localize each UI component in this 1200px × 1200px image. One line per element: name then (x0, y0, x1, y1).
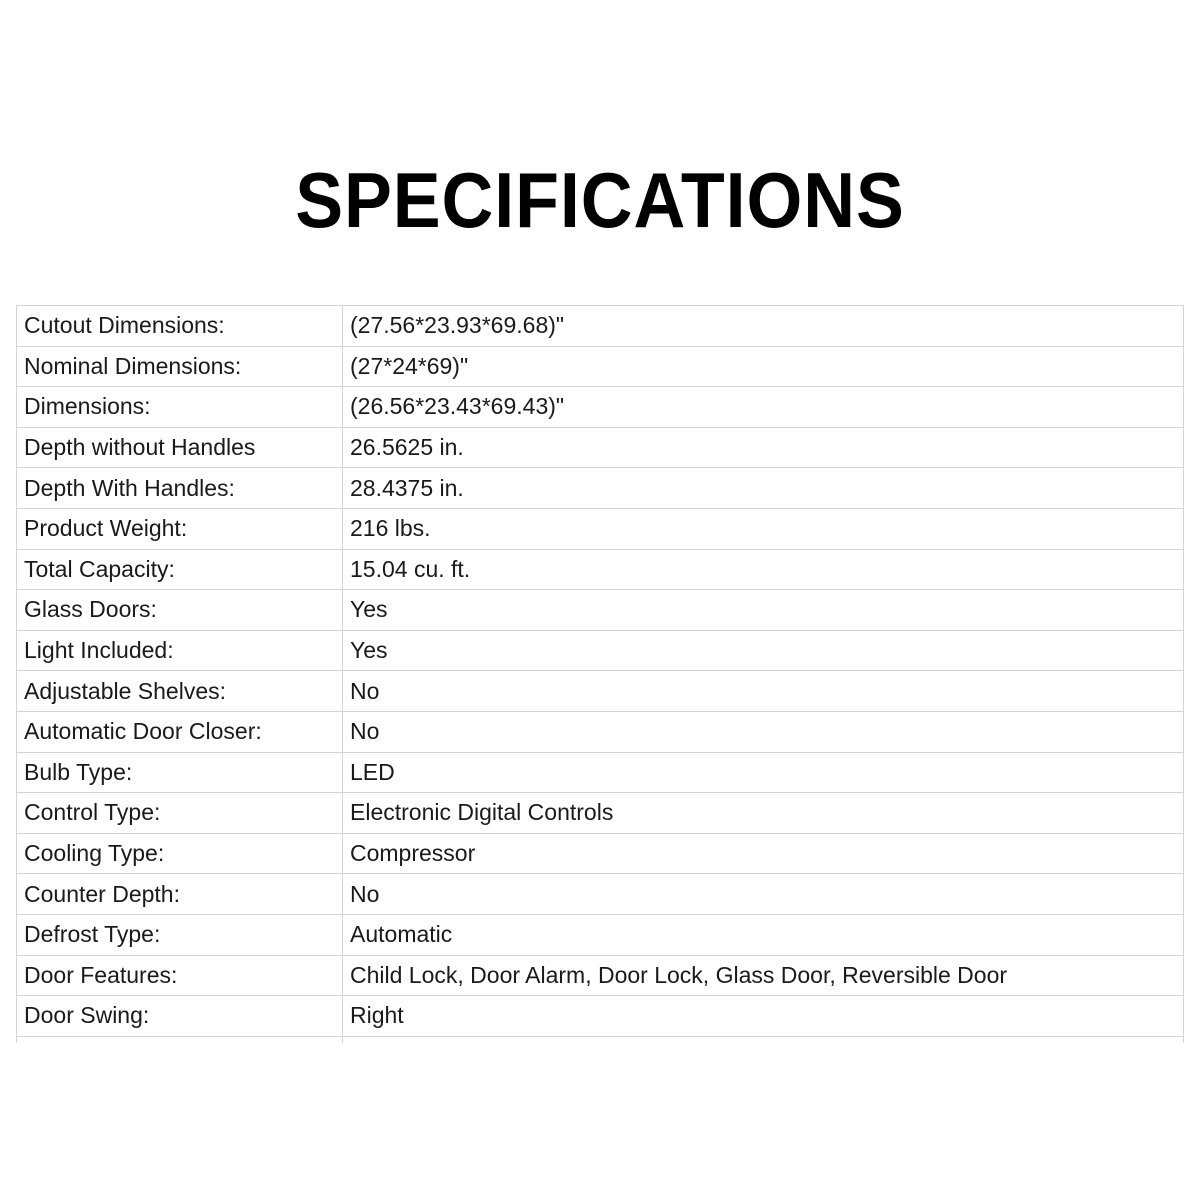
table-row (17, 346, 1184, 387)
spec-label: Defrost Type: (17, 914, 343, 955)
spec-value: 26.5625 in. (343, 427, 1184, 468)
table-row (17, 306, 1184, 347)
spec-value: No (343, 874, 1184, 915)
spec-value: LED (343, 752, 1184, 793)
spec-label: Glass Doors: (17, 590, 343, 631)
spec-label: Cooling Type: (17, 833, 343, 874)
table-row (17, 630, 1184, 671)
spec-label: Depth without Handles (17, 427, 343, 468)
table-row (17, 955, 1184, 996)
table-row (17, 590, 1184, 631)
table-row (17, 387, 1184, 428)
spec-value: Compressor (343, 833, 1184, 874)
spec-value: Right (343, 996, 1184, 1037)
spec-value: (27.56*23.93*69.68)" (343, 306, 1184, 347)
table-row (17, 793, 1184, 834)
table-row (17, 874, 1184, 915)
spec-value-cutoff (343, 1036, 1184, 1043)
spec-value: (26.56*23.43*69.43)" (343, 387, 1184, 428)
page-title: SPECIFICATIONS (295, 156, 905, 244)
spec-value: 28.4375 in. (343, 468, 1184, 509)
spec-value: No (343, 671, 1184, 712)
table-row (17, 427, 1184, 468)
spec-label: Cutout Dimensions: (17, 306, 343, 347)
table-row (17, 914, 1184, 955)
spec-label: Counter Depth: (17, 874, 343, 915)
spec-label: Dimensions: (17, 387, 343, 428)
table-row (17, 711, 1184, 752)
table-row (17, 752, 1184, 793)
spec-value: (27*24*69)" (343, 346, 1184, 387)
spec-label: Product Weight: (17, 508, 343, 549)
spec-label: Bulb Type: (17, 752, 343, 793)
spec-value: 15.04 cu. ft. (343, 549, 1184, 590)
table-row (17, 833, 1184, 874)
spec-value: Yes (343, 590, 1184, 631)
spec-label: Nominal Dimensions: (17, 346, 343, 387)
spec-value: 216 lbs. (343, 508, 1184, 549)
spec-label: Total Capacity: (17, 549, 343, 590)
spec-value: Automatic (343, 914, 1184, 955)
table-row (17, 996, 1184, 1037)
spec-label: Adjustable Shelves: (17, 671, 343, 712)
table-row (17, 671, 1184, 712)
spec-label-cutoff (17, 1036, 343, 1043)
table-row (17, 549, 1184, 590)
table-row (17, 508, 1184, 549)
spec-label: Depth With Handles: (17, 468, 343, 509)
spec-label: Door Swing: (17, 996, 343, 1037)
spec-label: Automatic Door Closer: (17, 711, 343, 752)
spec-value: No (343, 711, 1184, 752)
spec-value: Child Lock, Door Alarm, Door Lock, Glass Door, Reversible Door (343, 955, 1184, 996)
spec-value: Electronic Digital Controls (343, 793, 1184, 834)
table-row-cutoff (17, 1036, 1184, 1043)
spec-label: Door Features: (17, 955, 343, 996)
spec-value: Yes (343, 630, 1184, 671)
spec-label: Control Type: (17, 793, 343, 834)
table-row (17, 468, 1184, 509)
specifications-table (16, 305, 1184, 1043)
spec-label: Light Included: (17, 630, 343, 671)
